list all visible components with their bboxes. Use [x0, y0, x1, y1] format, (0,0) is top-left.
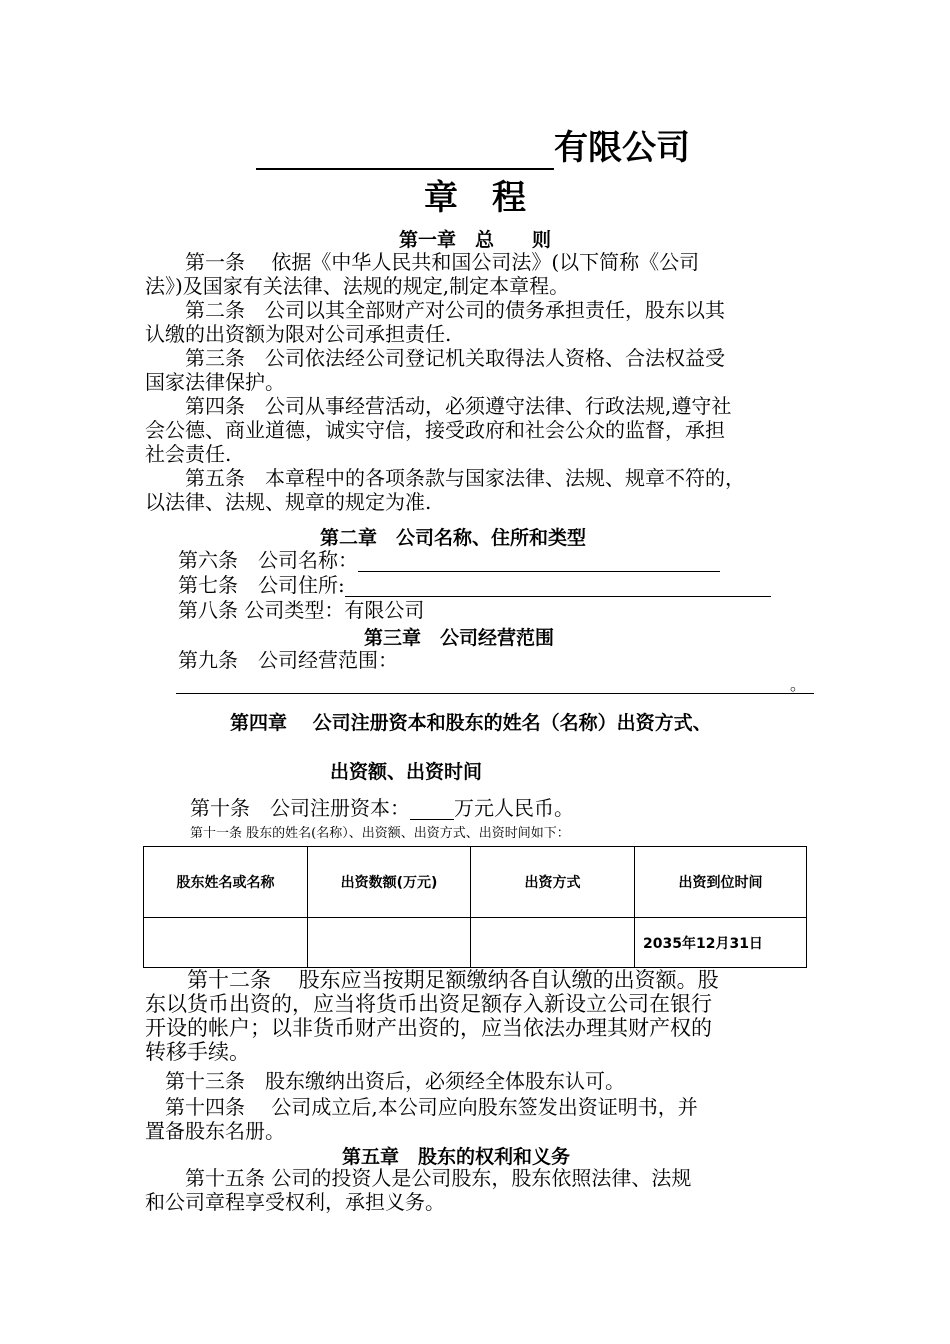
document-title: 章 程 [424, 178, 526, 218]
company-name-blank [256, 130, 554, 170]
chapter-3-heading: 第三章 公司经营范围 [364, 627, 555, 649]
company-title-suffix: 有限公司 [554, 128, 690, 168]
article-12-line-4: 转移手续。 [145, 1040, 250, 1064]
article-1-line-1: 第一条 依据《中华人民共和国公司法》(以下简称《公司 [145, 250, 700, 274]
shareholder-table [143, 846, 807, 968]
company-title [256, 126, 690, 170]
article-15-line-1: 第十五条 公司的投资人是公司股东，股东依照法律、法规 [145, 1166, 692, 1190]
article-1 [145, 250, 745, 514]
cell-contribution-amount [308, 918, 471, 968]
company-address-field [345, 574, 771, 597]
article-13: 第十三条 股东缴纳出资后，必须经全体股东认可。 [145, 1069, 625, 1093]
article-3-line-1: 第三条 公司依法经公司登记机关取得法人资格、合法权益受 [145, 346, 725, 370]
article-9: 第九条 公司经营范围： [178, 648, 398, 672]
business-scope-line [176, 693, 814, 694]
chapter-5-heading: 第五章 股东的权利和义务 [342, 1146, 571, 1168]
article-3-line-2: 国家法律保护。 [145, 370, 285, 394]
article-6 [178, 548, 720, 572]
header-contribution-method: 出资方式 [471, 847, 635, 918]
article-4-line-3: 社会责任. [145, 442, 232, 466]
header-shareholder-name: 股东姓名或名称 [144, 847, 308, 918]
article-10 [190, 796, 574, 820]
article-12 [145, 968, 719, 1064]
cell-contribution-method [471, 918, 635, 968]
article-12-line-1: 第十二条 股东应当按期足额缴纳各自认缴的出资额。股 [145, 968, 719, 992]
article-7 [178, 573, 771, 597]
article-11: 第十一条 股东的姓名(名称）、出资额、出资方式、出资时间如下： [190, 826, 570, 841]
article-4-line-2: 会公德、商业道德，诚实守信，接受政府和社会公众的监督，承担 [145, 418, 725, 442]
article-5-line-1: 第五条 本章程中的各项条款与国家法律、法规、规章不符的， [145, 466, 745, 490]
company-name-field [358, 549, 720, 572]
article-2-line-2: 认缴的出资额为限对公司承担责任. [145, 322, 452, 346]
cell-shareholder-name [144, 918, 308, 968]
article-15 [145, 1166, 691, 1214]
article-2-line-1: 第二条 公司以其全部财产对公司的债务承担责任，股东以其 [145, 298, 725, 322]
article-5-line-2: 以法律、法规、规章的规定为准. [145, 490, 432, 514]
article-14-line-1: 第十四条 公司成立后,本公司应向股东签发出资证明书，并 [145, 1095, 698, 1119]
article-1-line-2: 法》)及国家有关法律、法规的规定,制定本章程。 [145, 274, 570, 298]
article-12-line-3: 开设的帐户；以非货币财产出资的，应当依法办理其财产权的 [145, 1016, 712, 1040]
table-header-row [144, 847, 807, 918]
cell-contribution-date: 2035年12月31日 [635, 918, 807, 968]
registered-capital-blank [410, 797, 454, 820]
chapter-2-heading: 第二章 公司名称、住所和类型 [320, 527, 587, 549]
chapter-4-heading-line-1: 第四章 公司注册资本和股东的姓名（名称）出资方式、 [230, 712, 712, 734]
article-4-line-1: 第四条 公司从事经营活动，必须遵守法律、行政法规,遵守社 [145, 394, 732, 418]
article-15-line-2: 和公司章程享受权利，承担义务。 [145, 1190, 445, 1214]
article-10-label: 第十条 公司注册资本： [190, 796, 410, 820]
chapter-1-heading: 第一章 总 则 [398, 229, 551, 251]
article-12-line-2: 东以货币出资的，应当将货币出资足额存入新设立公司在银行 [145, 992, 712, 1016]
article-14 [145, 1095, 698, 1143]
article-6-label: 第六条 公司名称： [178, 548, 358, 572]
article-7-label: 第七条 公司住所: [178, 573, 345, 597]
header-contribution-amount: 出资数额(万元) [308, 847, 471, 918]
chapter-4-heading-line-2: 出资额、出资时间 [330, 761, 483, 783]
article-8: 第八条 公司类型：有限公司 [178, 598, 425, 622]
header-contribution-date: 出资到位时间 [635, 847, 807, 918]
article-14-line-2: 置备股东名册。 [145, 1119, 285, 1143]
article-10-unit: 万元人民币。 [454, 796, 574, 820]
business-scope-end: 。 [790, 675, 807, 694]
table-row [144, 918, 807, 968]
